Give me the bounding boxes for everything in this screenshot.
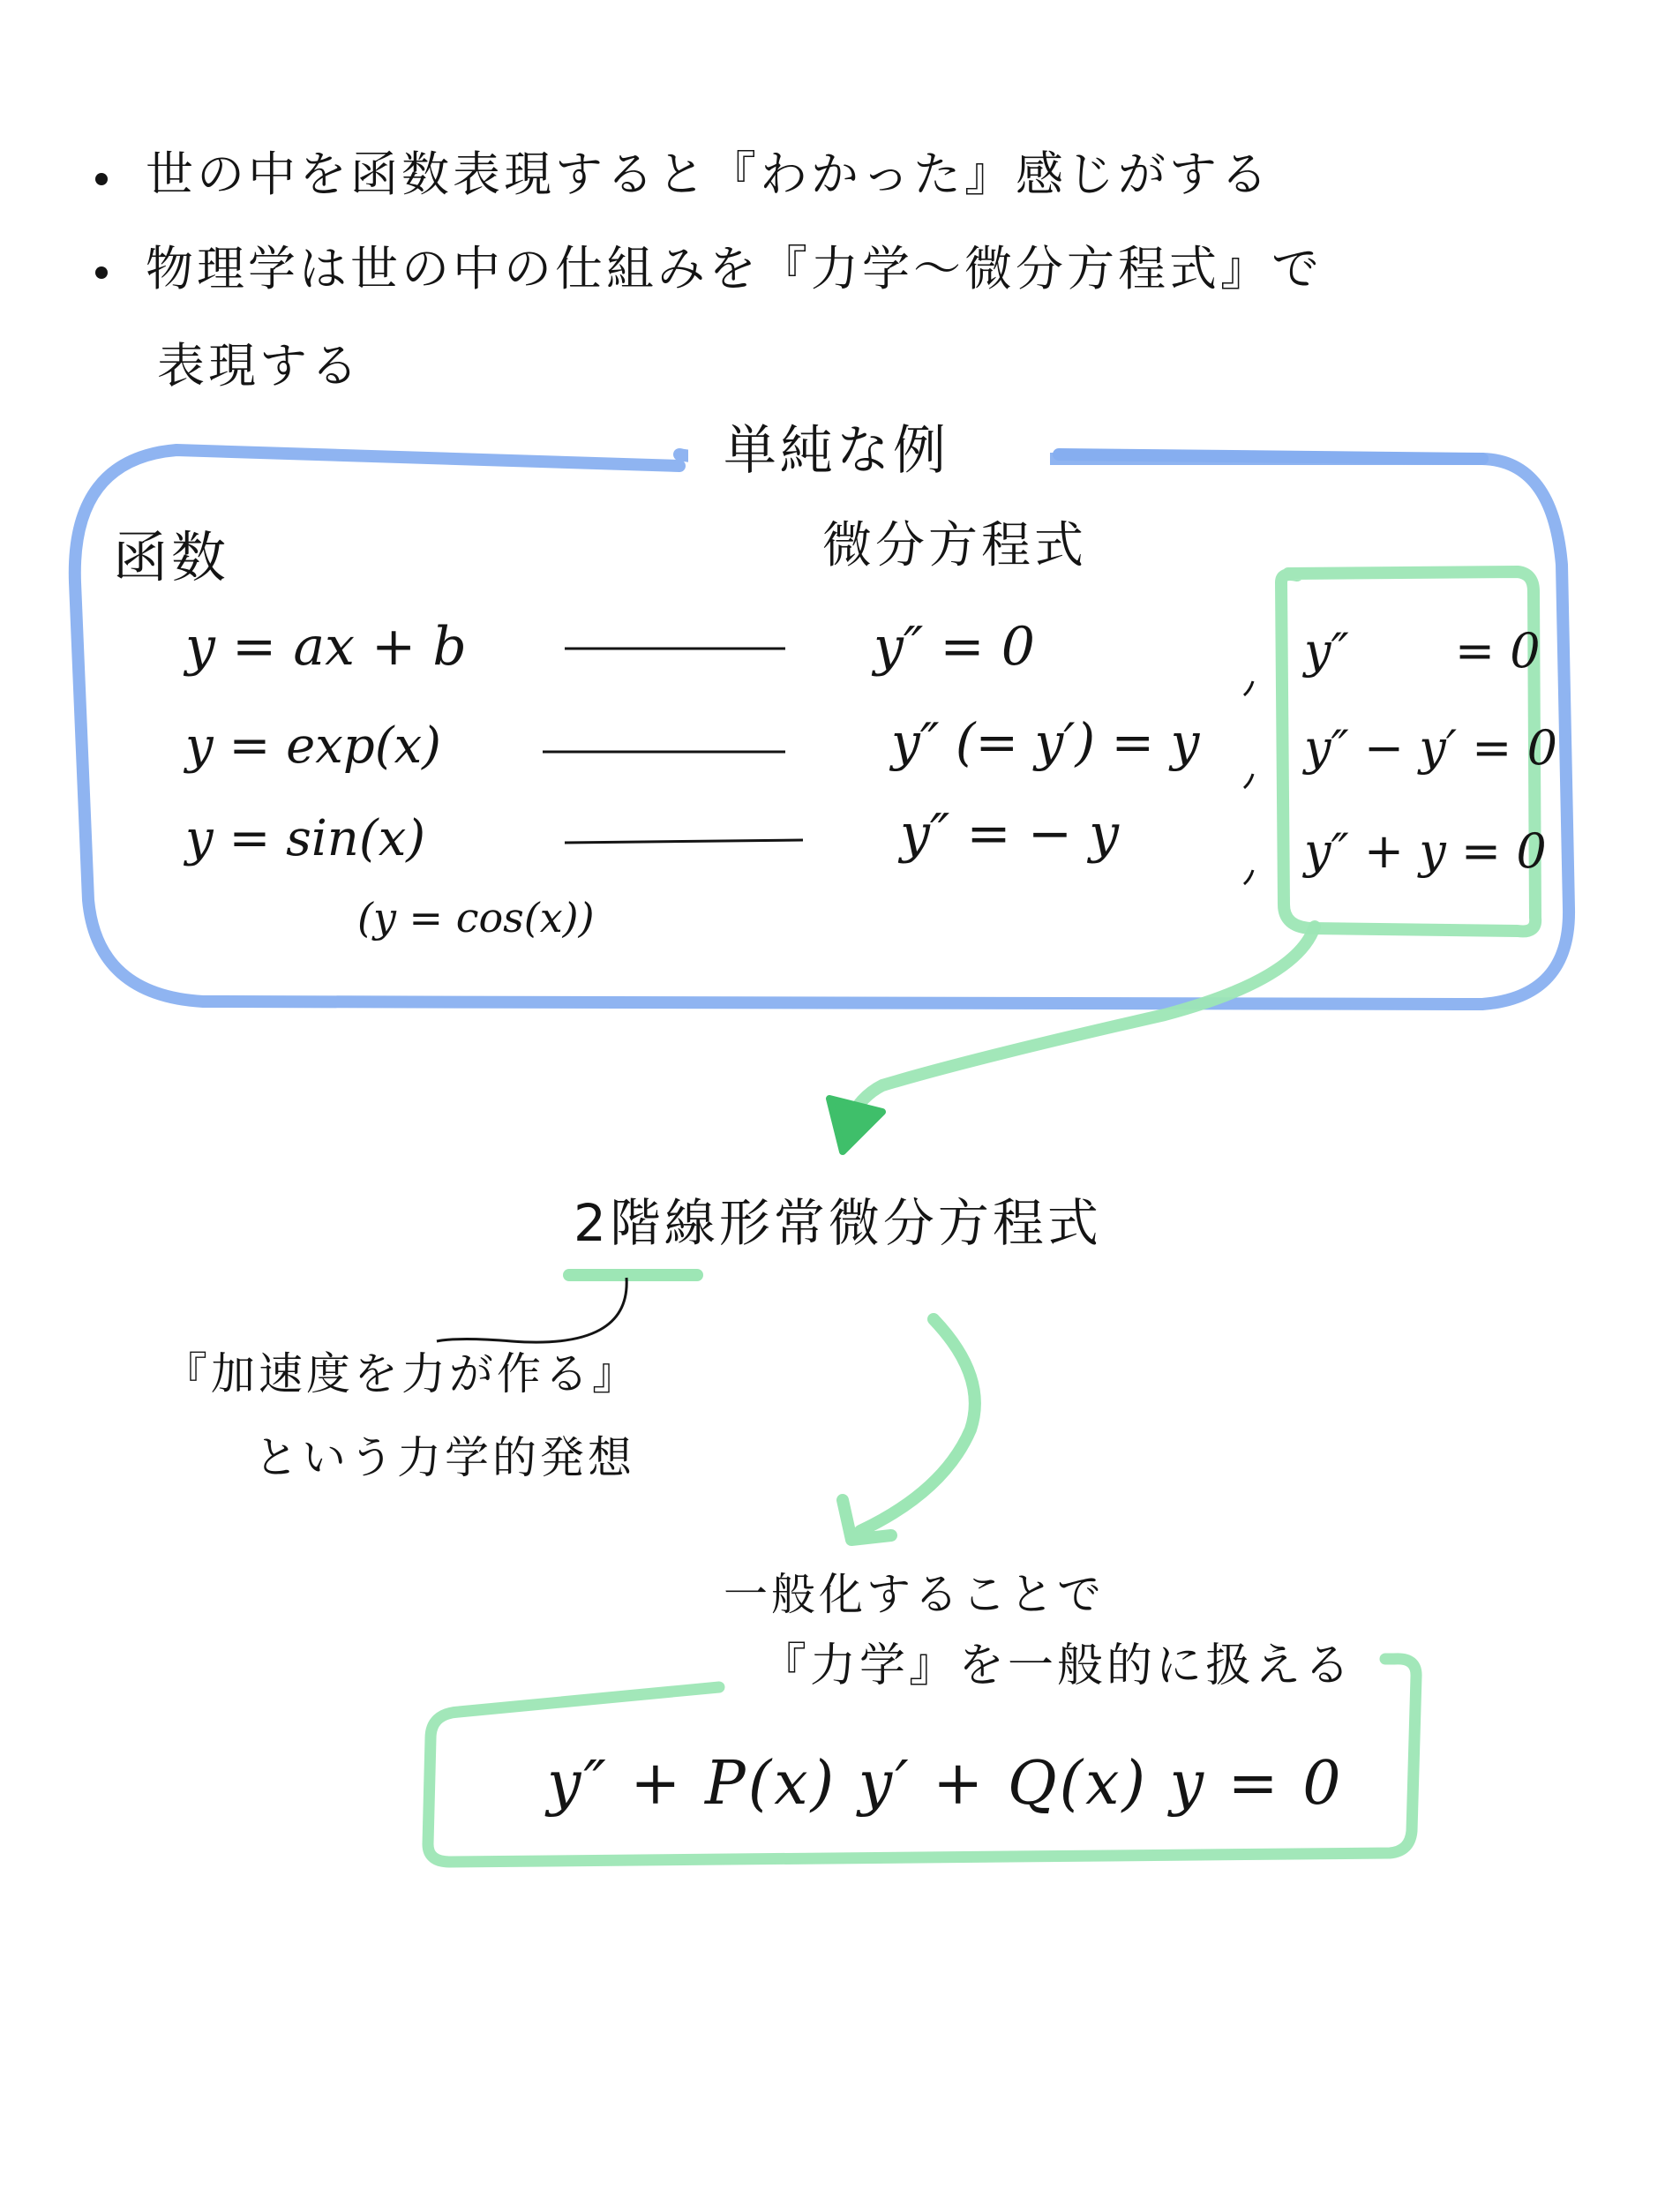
second-order-label: 2階線形常微分方程式 bbox=[574, 1193, 1102, 1253]
connector-line-3 bbox=[565, 840, 803, 843]
column-header-ode: 微分方程式 bbox=[822, 517, 1087, 574]
annotation-connector bbox=[437, 1278, 626, 1342]
example-box-title: 単純な例 bbox=[724, 420, 949, 482]
column-header-function: 函数 bbox=[113, 525, 230, 589]
arrow-head-1 bbox=[829, 1099, 882, 1152]
annotation-line-1: 『加速度を力が作る』 bbox=[163, 1348, 640, 1399]
function-row-3: y = sin(x) bbox=[185, 810, 426, 867]
summary-equation-2: y″ − y′ = 0 bbox=[1304, 720, 1557, 776]
arrow-to-second-order bbox=[843, 927, 1315, 1134]
generalize-line-1: 一般化することで bbox=[724, 1569, 1105, 1620]
bullet-dot-2 bbox=[95, 266, 108, 279]
annotation-line-2: という力学的発想 bbox=[254, 1432, 635, 1483]
summary-equation-3: y″ + y = 0 bbox=[1304, 823, 1547, 879]
bullet-text-2-cont: 表現する bbox=[157, 338, 362, 394]
arrow-to-general bbox=[860, 1319, 975, 1531]
example-box-right-top bbox=[1059, 454, 1482, 459]
bullet-text-2: 物理学は世の中の仕組みを『力学〜微分方程式』で bbox=[146, 241, 1323, 296]
ode-row-3: y″ = − y bbox=[900, 803, 1119, 865]
summary-equation-1: y″ = 0 bbox=[1304, 623, 1541, 679]
ode-row-2: y″ (= y′) = y bbox=[891, 712, 1200, 772]
bullet-dot-1 bbox=[95, 173, 108, 185]
function-row-1: y = ax + b bbox=[185, 616, 467, 678]
function-cos-note: (y = cos(x)) bbox=[357, 894, 595, 942]
generalize-line-2: 『力学』を一般的に扱える bbox=[761, 1639, 1354, 1692]
ode-row-1: y″ = 0 bbox=[874, 616, 1035, 678]
general-equation: y″ + P(x) y′ + Q(x) y = 0 bbox=[547, 1749, 1344, 1819]
bullet-text-1: 世の中を函数表現すると『わかった』感じがする bbox=[146, 146, 1271, 202]
function-row-2: y = exp(x) bbox=[185, 717, 442, 775]
